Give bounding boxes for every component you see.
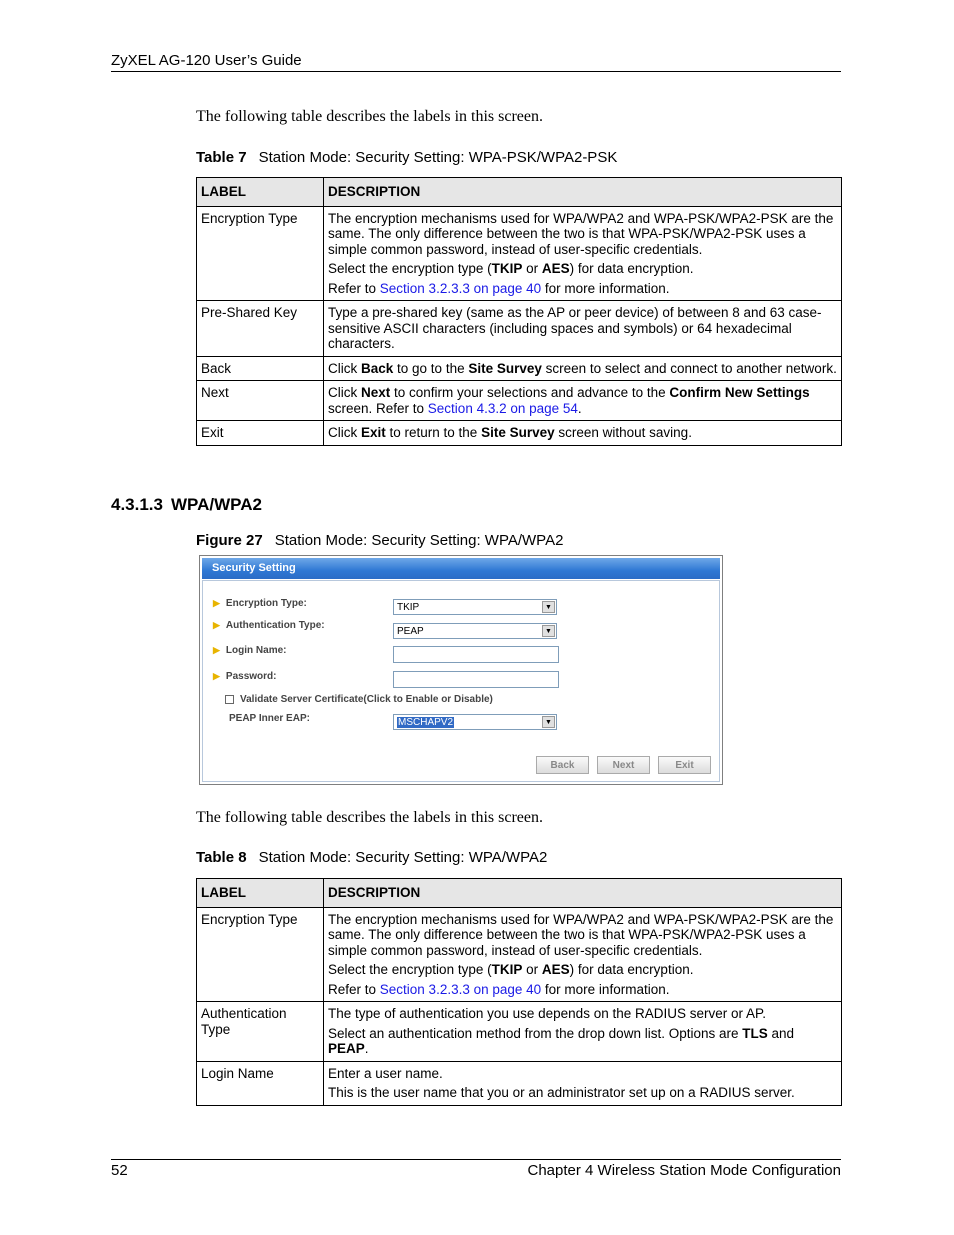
- row-description: [324, 356, 842, 381]
- row-label: Login Name: [197, 1061, 324, 1105]
- table-row: [197, 301, 842, 357]
- peap-inner-eap-label: PEAP Inner EAP:: [229, 713, 310, 724]
- description-text: Type a pre-shared key (same as the AP or peer device) of between 8 and 63 case-sensitive ASCII characters (including spaces and symbols) or 64 hexadecimal characters.: [328, 305, 822, 351]
- encryption-type-label: ▶ Encryption Type:: [213, 598, 307, 609]
- exit-button[interactable]: Exit: [658, 756, 711, 774]
- section-heading: [111, 495, 262, 515]
- table-caption: [196, 149, 617, 166]
- description-text: Enter a user name.: [328, 1065, 443, 1081]
- description-text: Click Back to go to the Site Survey screen to select and connect to another network.: [328, 360, 837, 376]
- row-description: [324, 1061, 842, 1105]
- arrow-right-icon: ▶: [213, 620, 220, 630]
- arrow-right-icon: ▶: [213, 598, 220, 608]
- figure-title: Station Mode: Security Setting: WPA/WPA2: [274, 532, 564, 549]
- row-label: Encryption Type: [197, 206, 324, 301]
- col-label-header: LABEL: [197, 178, 324, 207]
- validate-certificate-checkbox[interactable]: [225, 695, 234, 704]
- table-title: Station Mode: Security Setting: WPA/WPA2: [258, 849, 548, 866]
- password-label: ▶ Password:: [213, 671, 277, 682]
- row-description: [324, 1002, 842, 1062]
- intro-paragraph: The following table describes the labels in this screen.: [196, 108, 544, 125]
- table-8: [196, 878, 842, 1106]
- security-setting-screenshot: [199, 555, 723, 785]
- panel-body: [202, 580, 720, 782]
- section-title: WPA/WPA2: [171, 495, 262, 514]
- description-text: The encryption mechanisms used for WPA/WPA2 and WPA-PSK/WPA2-PSK are the same. The only difference between the two is that WPA-PSK/WPA2-PSK uses a simple common password, instead of user-specific credentials.: [328, 911, 834, 958]
- header-rule: [111, 71, 841, 72]
- authentication-type-label: ▶ Authentication Type:: [213, 620, 325, 631]
- login-name-input[interactable]: [393, 646, 559, 663]
- description-text: Click Next to confirm your selections and advance to the Confirm New Settings screen. Refer to Section 4.3.2 on page 54.: [328, 385, 810, 416]
- chevron-down-icon[interactable]: ▼: [542, 625, 555, 637]
- description-text: The encryption mechanisms used for WPA/WPA2 and WPA-PSK/WPA2-PSK are the same. The only difference between the two is that WPA-PSK/WPA2-PSK uses a simple common password, instead of user-specific credentials.: [328, 210, 834, 257]
- table-header-row: [197, 178, 842, 207]
- row-label: Authentication Type: [197, 1002, 324, 1062]
- row-label: Exit: [197, 421, 324, 446]
- page-number: 52: [111, 1162, 128, 1179]
- description-text: The type of authentication you use depends on the RADIUS server or AP.: [328, 1006, 767, 1021]
- table-row: [197, 381, 842, 421]
- section-number: 4.3.1.3: [111, 495, 163, 514]
- row-description: [324, 421, 842, 446]
- arrow-right-icon: ▶: [213, 671, 220, 681]
- validate-certificate-label: Validate Server Certificate(Click to Enable or Disable): [240, 694, 493, 705]
- table-row: [197, 1061, 842, 1105]
- table-row: [197, 356, 842, 381]
- table-caption: [196, 849, 547, 866]
- figure-caption: [196, 532, 563, 549]
- description-text: Select the encryption type (TKIP or AES) for data encryption.: [328, 962, 694, 977]
- back-button[interactable]: Back: [536, 756, 589, 774]
- table-number: Table 7: [196, 149, 247, 166]
- description-text: Select the encryption type (TKIP or AES) for data encryption.: [328, 261, 694, 276]
- col-description-header: DESCRIPTION: [324, 879, 842, 908]
- table-number: Table 8: [196, 849, 247, 866]
- peap-inner-eap-select[interactable]: MSCHAPV2 ▼: [393, 714, 557, 730]
- table-row: [197, 421, 842, 446]
- arrow-right-icon: ▶: [213, 645, 220, 655]
- table-row: [197, 206, 842, 301]
- footer-rule: [111, 1159, 841, 1160]
- section-link[interactable]: Section 3.2.3.3 on page 40: [379, 280, 542, 296]
- chapter-title: Chapter 4 Wireless Station Mode Configuration: [527, 1162, 841, 1179]
- row-label: Back: [197, 356, 324, 381]
- table-row: [197, 1002, 842, 1062]
- description-text: Refer to Section 3.2.3.3 on page 40 for more information.: [328, 280, 670, 296]
- description-text: Select an authentication method from the drop down list. Options are TLS and PEAP.: [328, 1025, 795, 1056]
- description-text: Click Exit to return to the Site Survey screen without saving.: [328, 425, 692, 440]
- chevron-down-icon[interactable]: ▼: [542, 601, 555, 613]
- col-label-header: LABEL: [197, 879, 324, 908]
- section-link[interactable]: Section 4.3.2 on page 54: [427, 400, 578, 416]
- row-label: Pre-Shared Key: [197, 301, 324, 357]
- col-description-header: DESCRIPTION: [324, 178, 842, 207]
- intro-paragraph: The following table describes the labels in this screen.: [196, 809, 544, 826]
- row-description: [324, 206, 842, 301]
- authentication-type-select[interactable]: PEAP ▼: [393, 623, 557, 639]
- row-label: Encryption Type: [197, 907, 324, 1002]
- row-description: [324, 301, 842, 357]
- description-text: Refer to Section 3.2.3.3 on page 40 for more information.: [328, 981, 670, 997]
- running-header: ZyXEL AG-120 User’s Guide: [111, 52, 302, 69]
- password-input[interactable]: [393, 671, 559, 688]
- section-link[interactable]: Section 3.2.3.3 on page 40: [379, 981, 542, 997]
- table-row: [197, 907, 842, 1002]
- next-button[interactable]: Next: [597, 756, 650, 774]
- row-description: [324, 381, 842, 421]
- table-title: Station Mode: Security Setting: WPA-PSK/WPA2-PSK: [258, 149, 618, 166]
- table-header-row: [197, 879, 842, 908]
- login-name-label: ▶ Login Name:: [213, 645, 287, 656]
- description-text: This is the user name that you or an administrator set up on a RADIUS server.: [328, 1085, 795, 1100]
- figure-number: Figure 27: [196, 532, 263, 549]
- chevron-down-icon[interactable]: ▼: [542, 716, 555, 728]
- panel-title: Security Setting: [202, 558, 720, 579]
- table-7: [196, 177, 842, 446]
- row-label: Next: [197, 381, 324, 421]
- row-description: [324, 907, 842, 1002]
- encryption-type-select[interactable]: TKIP ▼: [393, 599, 557, 615]
